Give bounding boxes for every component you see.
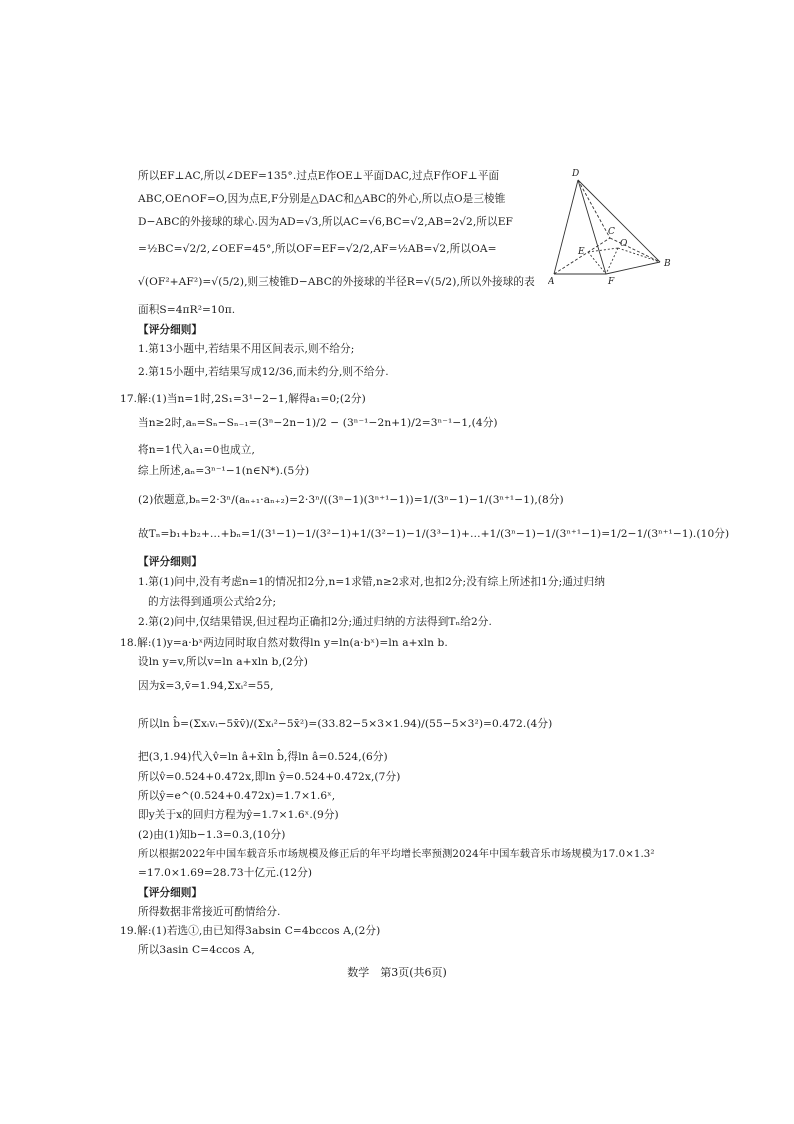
q17-line: (2)依题意,bₙ=2·3ⁿ/(aₙ₊₁·aₙ₊₂)=2·3ⁿ/((3ⁿ−1)(3ⁿ⁺¹−1))=1/(3ⁿ−1)−1/(3ⁿ⁺¹−1),(8分) <box>138 494 564 506</box>
label-O: O <box>620 239 628 249</box>
label-E: E <box>578 247 585 257</box>
rubric-item: 的方法得到通项公式给2分; <box>148 596 277 608</box>
solution-line: ABC,OE∩OF=O,因为点E,F分别是△DAC和△ABC的外心,所以点O是三棱锥 <box>138 193 506 205</box>
q18-line: 即y关于x的回归方程为ŷ=1.7×1.6ˣ.(9分) <box>138 809 339 821</box>
rubric-heading: 【评分细则】 <box>138 556 203 568</box>
segment-OB <box>618 248 660 262</box>
q18-line: 所以v̂=0.524+0.472x,即ln ŷ=0.524+0.472x,(7分) <box>138 771 401 783</box>
q18-line: 设ln y=v,所以v=ln a+xln b,(2分) <box>138 656 308 668</box>
q18-line: 所以根据2022年中国车载音乐市场规模及修正后的年平均增长率预测2024年中国车载音乐市场规模为17.0×1.3² <box>138 849 655 860</box>
solution-line: =½BC=√2/2,∠OEF=45°,所以OF=EF=√2/2,AF=½AB=√2,所以OA= <box>138 243 497 255</box>
page-footer: 数学 第3页(共6页) <box>347 966 447 979</box>
label-C: C <box>608 227 615 237</box>
q18-line: 因为x̄=3,v̄=1.94,Σxᵢ²=55, <box>138 680 274 692</box>
q19-line: 所以3asin C=4ccos A, <box>138 944 255 956</box>
solution-line: 所以EF⊥AC,所以∠DEF=135°.过点E作OE⊥平面DAC,过点F作OF⊥平面 <box>138 170 500 182</box>
solution-line: D−ABC的外接球的球心.因为AD=√3,所以AC=√6,BC=√2,AB=2√2,所以EF <box>138 216 513 228</box>
q17-line: 将n=1代入a₁=0也成立, <box>138 444 255 456</box>
edge-CB <box>610 238 660 262</box>
q19-line: 19.解:(1)若选①,由已知得3absin C=4bccos A,(2分) <box>120 925 381 937</box>
segment-OF <box>606 248 618 274</box>
q17-line: 综上所述,aₙ=3ⁿ⁻¹−1(n∈N*).(5分) <box>138 465 310 477</box>
rubric-item: 1.第13小题中,若结果不用区间表示,则不给分; <box>138 343 355 355</box>
q18-line: 所以ln b̂=(Σxᵢvᵢ−5x̄v̄)/(Σxᵢ²−5x̄²)=(33.82−5×3×1.94)/(55−5×3²)=0.472.(4分) <box>138 718 553 730</box>
edge-DA <box>554 180 578 274</box>
q18-line: 18.解:(1)y=a·bˣ两边同时取自然对数得ln y=ln(a·bˣ)=ln a+xln b. <box>120 637 448 649</box>
q18-line: 所以ŷ=e^(0.524+0.472x)=1.7×1.6ˣ, <box>138 790 336 802</box>
segment-EO <box>588 248 618 252</box>
q18-line: =17.0×1.69=28.73十亿元.(12分) <box>138 867 313 879</box>
q17-line: 故Tₙ=b₁+b₂+…+bₙ=1/(3¹−1)−1/(3²−1)+1/(3²−1)−1/(3³−1)+…+1/(3ⁿ−1)−1/(3ⁿ⁺¹−1)=1/2−1/(3ⁿ⁺¹−1).(10分) <box>138 528 730 540</box>
rubric-heading: 【评分细则】 <box>138 324 203 336</box>
label-D: D <box>572 169 580 179</box>
solution-line: √(OF²+AF²)=√(5/2),则三棱锥D−ABC的外接球的半径R=√(5/2),所以外接球的表 <box>138 276 535 288</box>
q17-line: 17.解:(1)当n=1时,2S₁=3¹−2−1,解得a₁=0;(2分) <box>120 393 366 405</box>
label-B: B <box>664 259 671 269</box>
tetrahedron-figure <box>548 166 688 290</box>
rubric-item: 2.第15小题中,若结果写成12/36,而未约分,则不给分. <box>138 366 389 378</box>
edge-FB <box>606 262 660 274</box>
edge-DC <box>578 180 610 238</box>
rubric-item: 1.第(1)问中,没有考虑n=1的情况扣2分,n=1求错,n≥2求对,也扣2分;没有综上所述扣1分;通过归纳 <box>138 576 606 588</box>
rubric-item: 2.第(2)问中,仅结果错误,但过程均正确扣2分;通过归纳的方法得到Tₙ给2分. <box>138 616 492 628</box>
rubric-item: 所得数据非常接近可酌情给分. <box>138 906 281 918</box>
label-A: A <box>548 277 555 287</box>
solution-line: 面积S=4πR²=10π. <box>138 304 236 316</box>
label-F: F <box>608 277 615 287</box>
q18-line: (2)由(1)知b−1.3=0.3,(10分) <box>138 829 286 841</box>
rubric-heading: 【评分细则】 <box>138 887 203 899</box>
q17-line: 当n≥2时,aₙ=Sₙ−Sₙ₋₁=(3ⁿ−2n−1)/2 − (3ⁿ⁻¹−2n+1)/2=3ⁿ⁻¹−1,(4分) <box>138 417 498 429</box>
segment-EF <box>588 252 606 274</box>
q18-line: 把(3,1.94)代入v̂=ln â+x̄ln b̂,得ln â=0.524,(6分) <box>138 751 388 763</box>
